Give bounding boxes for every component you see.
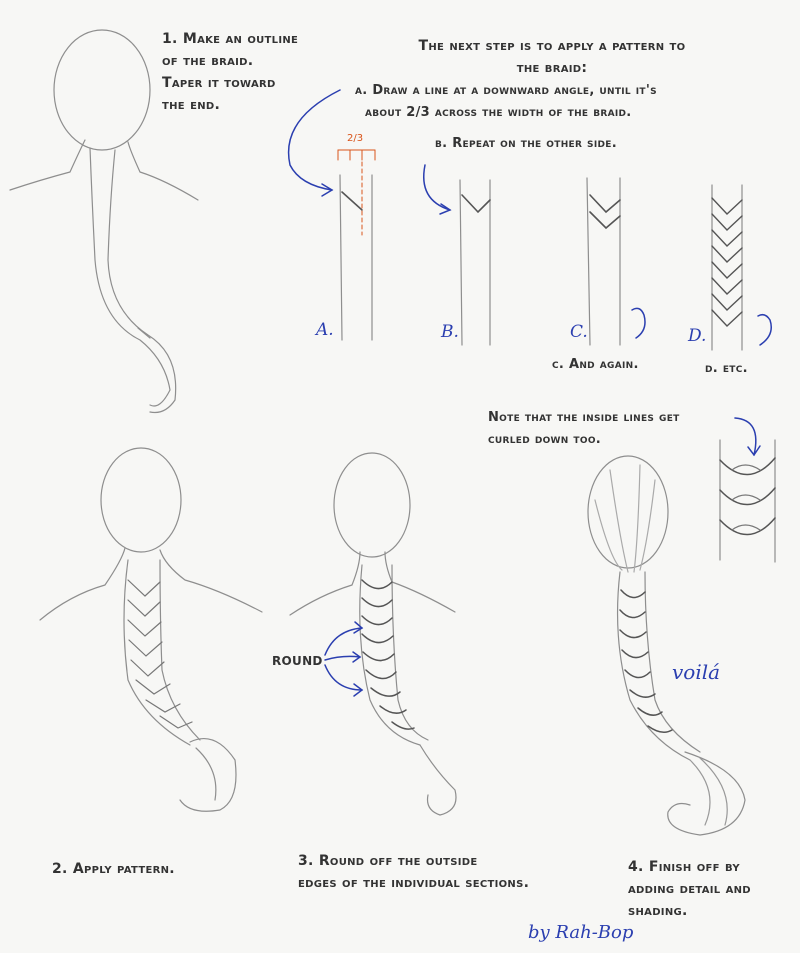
panel-a-strand (340, 175, 372, 340)
step1-line3: Taper it toward (162, 75, 276, 91)
intro-line2: the braid: (516, 60, 588, 76)
figure-finished-braid (588, 456, 745, 835)
step-a-caption (355, 80, 657, 124)
step-b-caption: b. Repeat on the other side. (435, 136, 617, 151)
step4-caption (628, 856, 751, 922)
step1-line2: of the braid. (162, 53, 254, 69)
panel-b-strand (460, 180, 490, 345)
intro-line1: The next step is to apply a pattern to (418, 38, 686, 54)
caption-c: c. And again. (552, 357, 639, 372)
panel-d-strand (712, 185, 742, 350)
step4-line3: shading. (628, 903, 688, 919)
step4-line1: 4. Finish off by (628, 859, 740, 875)
note-caption (488, 407, 680, 451)
step1-line4: the end. (162, 97, 221, 113)
panel-b-label: B. (441, 322, 459, 342)
panel-d-label: D. (688, 326, 707, 346)
artist-signature: by Rah-Bop (528, 922, 634, 943)
figure-pattern-braid (40, 448, 262, 811)
step1-caption (162, 28, 298, 116)
step4-line2: adding detail and (628, 881, 751, 897)
intro-caption (372, 35, 732, 79)
round-arrows (325, 622, 362, 696)
step-a-line1: a. Draw a line at a downward angle, until it's (355, 83, 657, 98)
round-label: ROUND (272, 654, 323, 668)
step1-line1: 1. Make an outline (162, 31, 299, 47)
panel-a-label: A. (316, 320, 334, 340)
step3-caption (298, 850, 529, 894)
fraction-label: 2/3 (347, 133, 364, 144)
step3-line2: edges of the individual sections. (298, 875, 530, 891)
note-line1: Note that the inside lines get (488, 410, 680, 425)
voila-label: voilá (672, 660, 721, 684)
caption-d: d. etc. (705, 361, 748, 376)
figure-rounded-braid (290, 453, 456, 815)
note-line2: curled down too. (488, 432, 602, 447)
step3-line1: 3. Round off the outside (298, 853, 478, 869)
step-a-line2: about 2/3 across the width of the braid. (365, 105, 632, 120)
panel-c-strand (587, 178, 620, 345)
panel-c-label: C. (570, 322, 588, 342)
detail-braid-closeup (720, 440, 775, 562)
step2-caption: 2. Apply pattern. (52, 861, 175, 877)
